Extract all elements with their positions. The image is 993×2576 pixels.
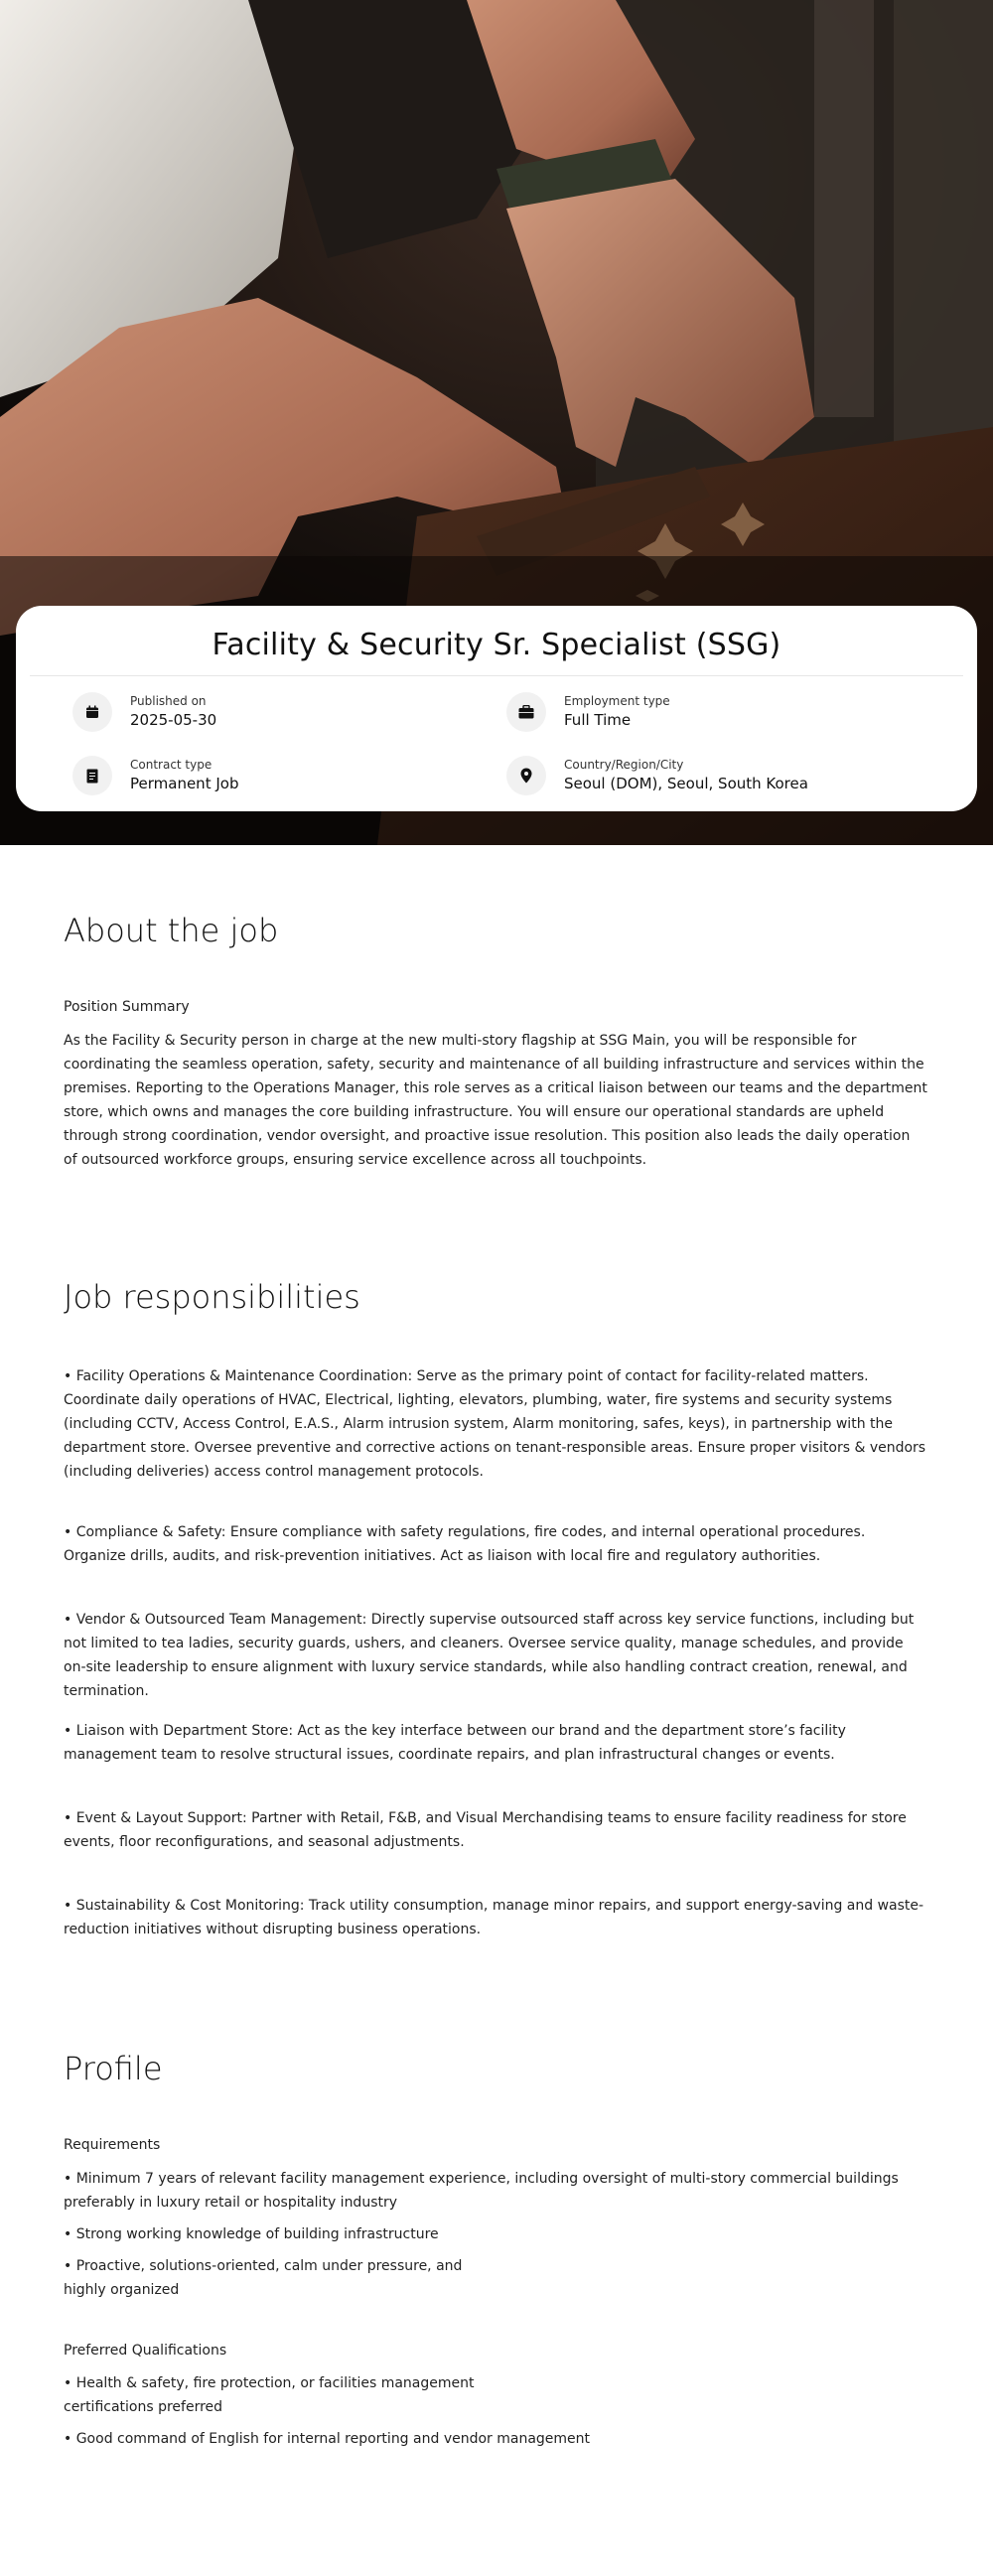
meta-label: Employment type [564,694,670,708]
preferred-item: • Good command of English for internal reporting and vendor management [64,2431,591,2447]
requirement-item: • Proactive, solutions-oriented, calm under pressure, and highly organized [64,2258,463,2298]
responsibility-item: • Compliance & Safety: Ensure compliance with safety regulations, fire codes, and internal operational procedures. Organize drills, audits, and risk-prevention initiatives. Act as liaison with local fire and regulatory authorities. [64,1524,866,1564]
section-title-about: About the job [64,912,279,949]
meta-location [506,756,808,795]
briefcase-icon [506,692,546,732]
section-title-profile: Profile [64,2050,163,2087]
meta-label: Contract type [130,758,213,772]
meta-label: Country/Region/City [564,758,684,772]
requirement-item: • Minimum 7 years of relevant facility management experience, including oversight of multi-story commercial buildings preferably in luxury retail or hospitality industry [64,2171,899,2211]
document-icon [72,756,112,795]
position-summary-text: As the Facility & Security person in charge at the new multi-story flagship at SSG Main, you will be responsible for coordinating the seamless operation, safety, security and maintenance of all building infrastructure and services within the premises. Reporting to the Operations Manager, this role serves as a critical liaison between our teams and the department store, which owns and manages the core building infrastructure. You will ensure our operational standards are upheld through strong coordination, vendor oversight, and proactive issue resolution. This position also leads the daily operation of outsourced workforce groups, ensuring service excellence across all touchpoints. [64,1033,927,1168]
responsibility-item: • Event & Layout Support: Partner with Retail, F&B, and Visual Merchandising teams to ensure facility readiness for store events, floor reconfigurations, and seasonal adjustments. [64,1810,907,1850]
meta-label: Published on [130,694,207,708]
meta-employment-type [506,692,670,732]
job-title: Facility & Security Sr. Specialist (SSG) [212,628,781,662]
meta-value: Full Time [564,711,632,729]
location-pin-icon [506,756,546,795]
responsibility-item: • Facility Operations & Maintenance Coordination: Serve as the primary point of contact for facility-related matters. Coordinate daily operations of HVAC, Electrical, lighting, elevators, plumbing, water, fire systems and security systems (including CCTV, Access Control, E.A.S., Alarm intrusion system, Alarm monitoring, safes, keys), in partnership with the department store. Oversee preventive and corrective actions on tenant-responsible areas. Ensure proper visitors & vendors (including deliveries) access control management protocols. [64,1368,926,1480]
section-title-responsibilities: Job responsibilities [64,1278,360,1316]
responsibility-item: • Sustainability & Cost Monitoring: Track utility consumption, manage minor repairs, and support energy-saving and waste-reduction initiatives without disrupting business operations. [64,1898,924,1937]
preferred-item: • Health & safety, fire protection, or facilities management certifications preferred [64,2375,475,2415]
meta-value: 2025-05-30 [130,711,217,729]
requirement-item: • Strong working knowledge of building infrastructure [64,2226,439,2242]
calendar-icon [72,692,112,732]
meta-value: Permanent Job [130,775,239,792]
position-summary-label: Position Summary [64,999,190,1015]
meta-published [72,692,216,732]
responsibility-item: • Liaison with Department Store: Act as the key interface between our brand and the department store’s facility management team to resolve structural issues, coordinate repairs, and plan infrastructural changes or events. [64,1723,846,1763]
requirements-label: Requirements [64,2137,161,2153]
job-info-card [16,606,977,811]
meta-value: Seoul (DOM), Seoul, South Korea [564,775,808,792]
preferred-qualifications-label: Preferred Qualifications [64,2343,227,2359]
responsibility-item: • Vendor & Outsourced Team Management: Directly supervise outsourced staff across key service functions, including but not limited to tea ladies, security guards, ushers, and cleaners. Oversee service quality, manage schedules, and provide on-site leadership to ensure alignment with luxury service standards, while also handling contract creation, renewal, and termination. [64,1612,915,1699]
divider [30,675,963,676]
meta-contract-type [72,756,238,795]
